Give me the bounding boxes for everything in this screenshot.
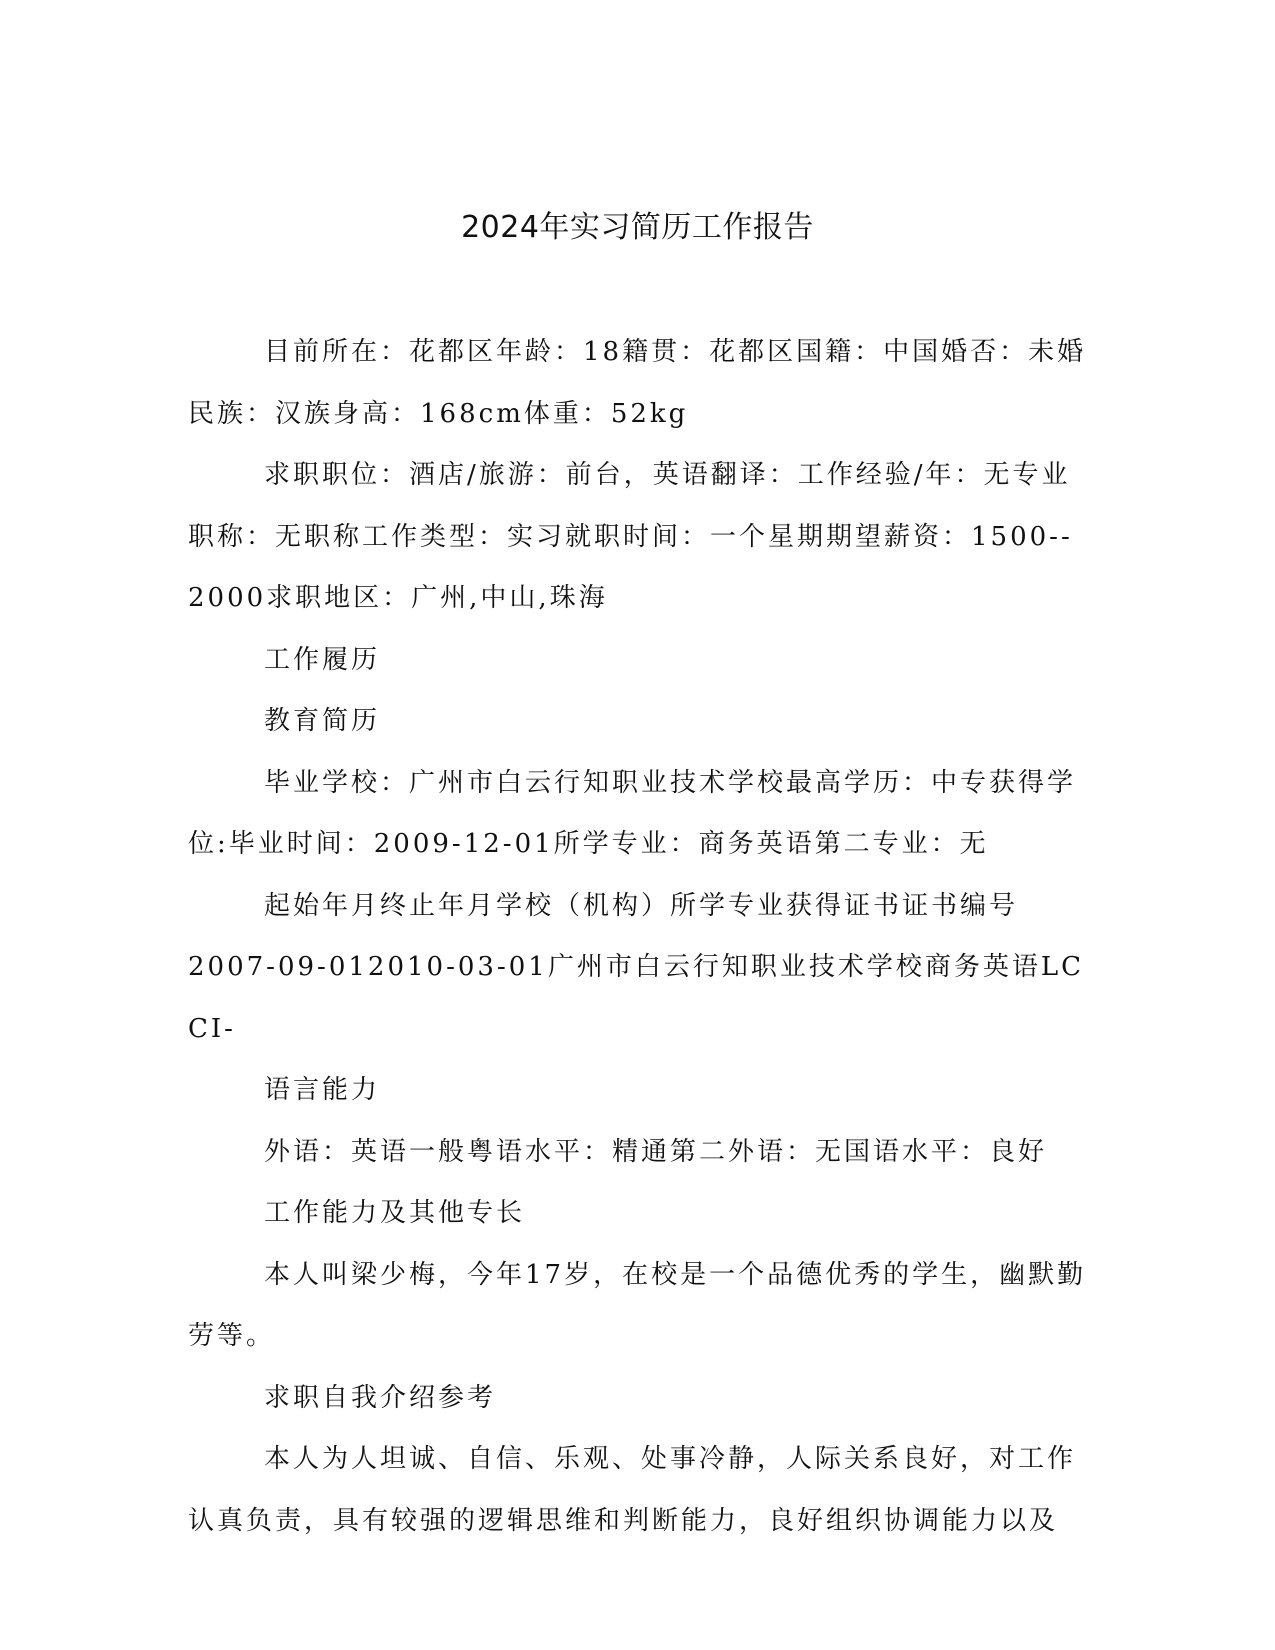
heading-skills: 工作能力及其他专长: [264, 1198, 526, 1228]
paragraph-job-intention: 求职职位：酒店/旅游：前台，英语翻译：工作经验/年：无专业职称：无职称工作类型：实习就职时间：一个星期期望薪资：1500--2000求职地区：广州,中山,珠海: [188, 460, 1073, 613]
heading-self-introduction: 求职自我介绍参考: [264, 1382, 497, 1413]
heading-work-history: 工作履历: [264, 644, 381, 675]
paragraph-education-columns: 起始年月终止年月学校（机构）所学专业获得证书证书编号: [264, 890, 1019, 921]
paragraph-personal-info: 目前所在：花都区年龄：18籍贯：花都区国籍：中国婚否：未婚民族：汉族身高：168cm体重：52kg: [188, 337, 1087, 429]
heading-language-ability: 语言能力: [264, 1075, 381, 1105]
heading-education: 教育简历: [264, 706, 381, 736]
paragraph-self-description: 本人叫梁少梅，今年17岁，在校是一个品德优秀的学生，幽默勤劳等。: [188, 1259, 1087, 1351]
paragraph-self-introduction: 本人为人坦诚、自信、乐观、处事冷静，人际关系良好，对工作认真负责，具有较强的逻辑思维和判断能力，良好组织协调能力以及: [188, 1444, 1077, 1536]
document-title: 2024年实习简历工作报告: [461, 210, 814, 245]
document-body: [188, 322, 1088, 1552]
paragraph-education-record: 2007-09-012010-03-01广州市白云行知职业技术学校商务英语LCCI-: [188, 952, 1084, 1044]
paragraph-school-info: 毕业学校：广州市白云行知职业技术学校最高学历：中专获得学位:毕业时间：2009-12-01所学专业：商务英语第二专业：无: [188, 767, 1077, 859]
paragraph-language-levels: 外语：英语一般粤语水平：精通第二外语：无国语水平：良好: [264, 1136, 1048, 1167]
